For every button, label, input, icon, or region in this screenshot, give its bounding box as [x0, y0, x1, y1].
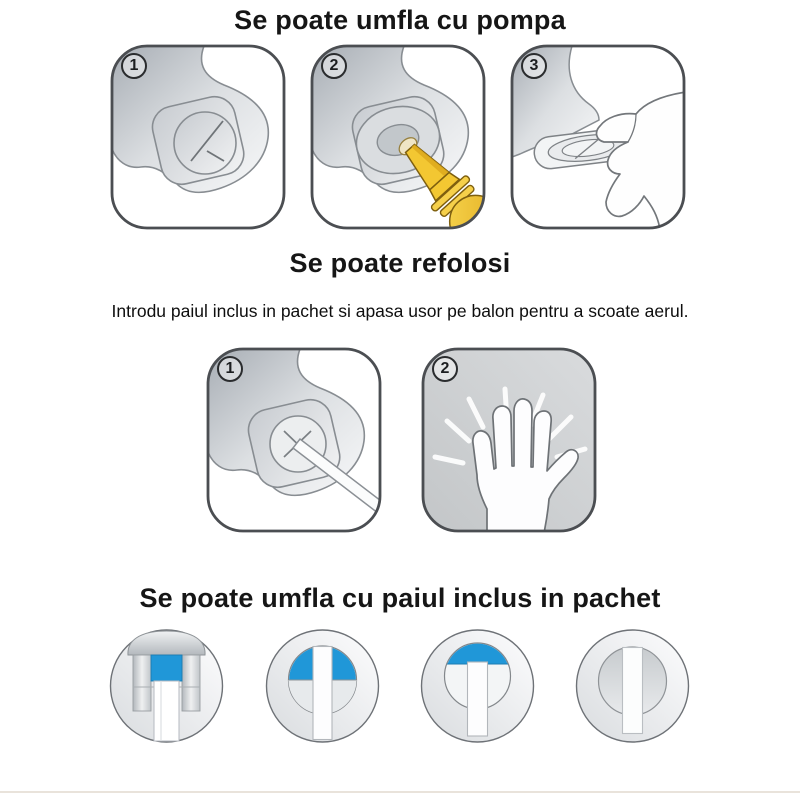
bottom-edge-line	[0, 791, 800, 793]
pump-step-1-panel	[110, 44, 286, 230]
straw-icon	[313, 647, 332, 740]
valve-stage-1	[107, 624, 226, 753]
section-title-straw: Se poate umfla cu paiul inclus in pachet	[139, 583, 661, 613]
reuse-step-1-panel	[206, 347, 382, 533]
valve-stage-3	[418, 624, 537, 753]
step-number-badge: 3	[521, 53, 547, 79]
reuse-step-2-panel	[421, 347, 597, 533]
step-number-badge: 2	[432, 356, 458, 382]
step-number-badge: 1	[121, 53, 147, 79]
straw-icon	[154, 681, 179, 741]
step-number-badge: 2	[321, 53, 347, 79]
section-title-reuse: Se poate refolosi	[289, 248, 511, 278]
valve-top-air-sides-icon	[263, 624, 382, 753]
reuse-instruction-text: Introdu paiul inclus in pachet si apasa usor pe balon pentru a scoate aerul.	[111, 301, 689, 321]
straw-icon	[623, 648, 643, 734]
pump-step-2-panel	[310, 44, 486, 230]
valve-top-empty-icon	[573, 624, 692, 753]
section-title-pump: Se poate umfla cu pompa	[234, 5, 566, 35]
straw-icon	[468, 662, 488, 736]
step-number-badge: 1	[217, 356, 243, 382]
pump-step-3-panel	[510, 44, 686, 230]
valve-stage-4	[573, 624, 692, 753]
valve-stage-2	[263, 624, 382, 753]
hand-icon	[597, 92, 686, 230]
air-pocket	[151, 655, 182, 681]
valve-slit	[174, 112, 236, 174]
valve-cross-section-straw-icon	[107, 624, 226, 753]
valve-top-air-dome-icon	[418, 624, 537, 753]
